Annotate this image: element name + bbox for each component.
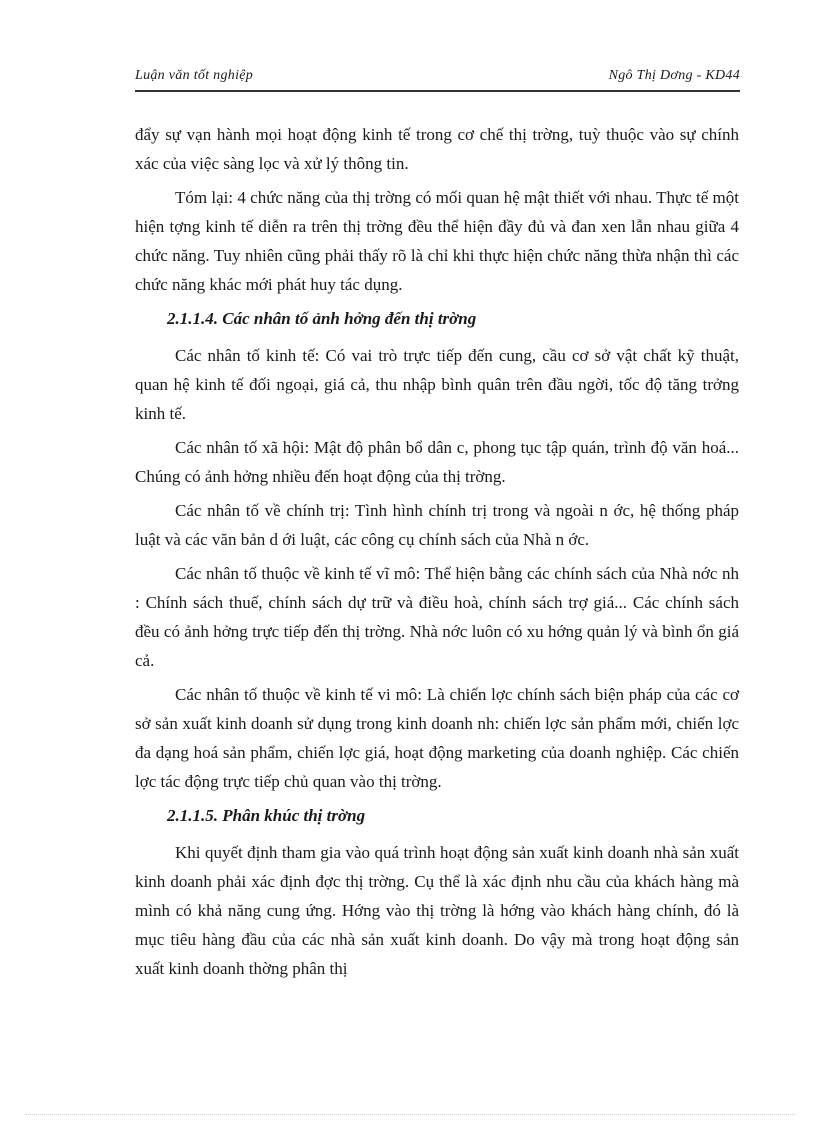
section-heading: 2.1.1.5. Phân khúc thị trờng — [167, 806, 366, 825]
document-body — [135, 120, 739, 988]
page-header — [135, 68, 740, 84]
header-left: Luận văn tốt nghiệp — [135, 68, 254, 83]
paragraph: Các nhân tố thuộc về kinh tế vi mô: Là chiến lợc chính sách biện pháp của các cơ sở sản xuất kinh doanh sử dụng trong kinh doanh nh: chiến lợc sản phẩm mới, chiến lợc đa dạng hoá sản phẩm, chiến lợc giá, hoạt động marketing của doanh nghiệp. Các chiến lợc tác động trực tiếp chủ quan vào thị trờng. — [135, 685, 739, 791]
paragraph: Các nhân tố thuộc về kinh tế vĩ mô: Thể hiện bằng các chính sách của Nhà nớc nh : Chính sách thuế, chính sách dự trữ và điều hoà, chính sách trợ giá... Các chính sách đều có ảnh hởng trực tiếp đến thị trờng. Nhà nớc luôn có xu hớng quản lý và bình ổn giá cả. — [135, 564, 739, 670]
paragraph: Các nhân tố xã hội: Mật độ phân bổ dân c, phong tục tập quán, trình độ văn hoá... Chúng có ảnh hởng nhiều đến hoạt động của thị trờng. — [135, 438, 739, 486]
header-rule — [135, 90, 740, 92]
section-heading: 2.1.1.4. Các nhân tố ảnh hởng đến thị trờng — [167, 309, 477, 328]
paragraph: đẩy sự vạn hành mọi hoạt động kinh tế trong cơ chế thị trờng, tuỳ thuộc vào sự chính xác của việc sàng lọc và xử lý thông tin. — [135, 125, 739, 173]
paragraph: Các nhân tố về chính trị: Tình hình chính trị trong và ngoài n ớc, hệ thống pháp luật và các văn bản d ới luật, các công cụ chính sách của Nhà n ớc. — [135, 501, 739, 549]
paragraph: Tóm lại: 4 chức năng của thị trờng có mối quan hệ mật thiết với nhau. Thực tế một hiện tợng kinh tế diễn ra trên thị trờng đều thể hiện đầy đủ và đan xen lẫn nhau giữa 4 chức năng. Tuy nhiên cũng phải thấy rõ là chỉ khi thực hiện chức năng thừa nhận thì các chức năng khác mới phát huy tác dụng. — [135, 188, 739, 294]
paragraph: Khi quyết định tham gia vào quá trình hoạt động sản xuất kinh doanh nhà sản xuất kinh doanh phải xác định đợc thị trờng. Cụ thể là xác định nhu cầu của khách hàng mà mình có khả năng cung ứng. Hớng vào thị trờng là hớng vào khách hàng chính, đó là mục tiêu hàng đầu của các nhà sản xuất kinh doanh. Do vậy mà trong hoạt động sản xuất kinh doanh thờng phân thị — [135, 843, 739, 978]
header-right: Ngô Thị Dơng - KD44 — [608, 68, 740, 83]
paragraph: Các nhân tố kinh tế: Có vai trò trực tiếp đến cung, cầu cơ sở vật chất kỹ thuật, quan hệ kinh tế đối ngoại, giá cả, thu nhập bình quân trên đầu ngời, tốc độ tăng trởng kinh tế. — [135, 346, 739, 423]
page-bottom-border — [25, 1114, 795, 1115]
